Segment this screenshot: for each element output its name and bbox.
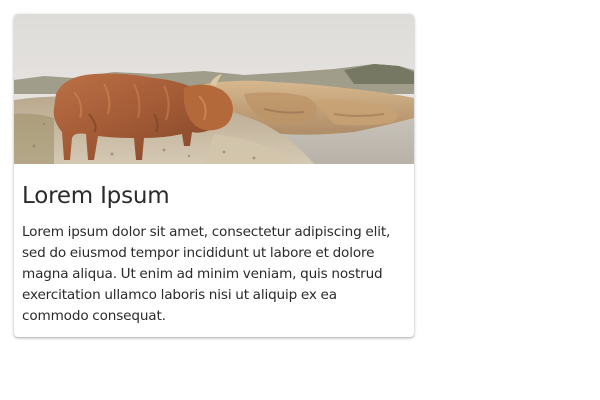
card-title: Lorem Ipsum: [22, 183, 170, 209]
card-body-text: Lorem ipsum dolor sit amet, consectetur adipiscing elit, sed do eiusmod tempor incididunt ut labore et dolore magna aliqua. Ut enim ad minim veniam, quis nostrud exercitation ullamco laboris nisi ut aliquip ex ea commodo consequat.: [22, 224, 391, 324]
content-card: [14, 14, 414, 337]
card-image-highland-cow: [14, 14, 414, 164]
card-content: [14, 164, 414, 327]
